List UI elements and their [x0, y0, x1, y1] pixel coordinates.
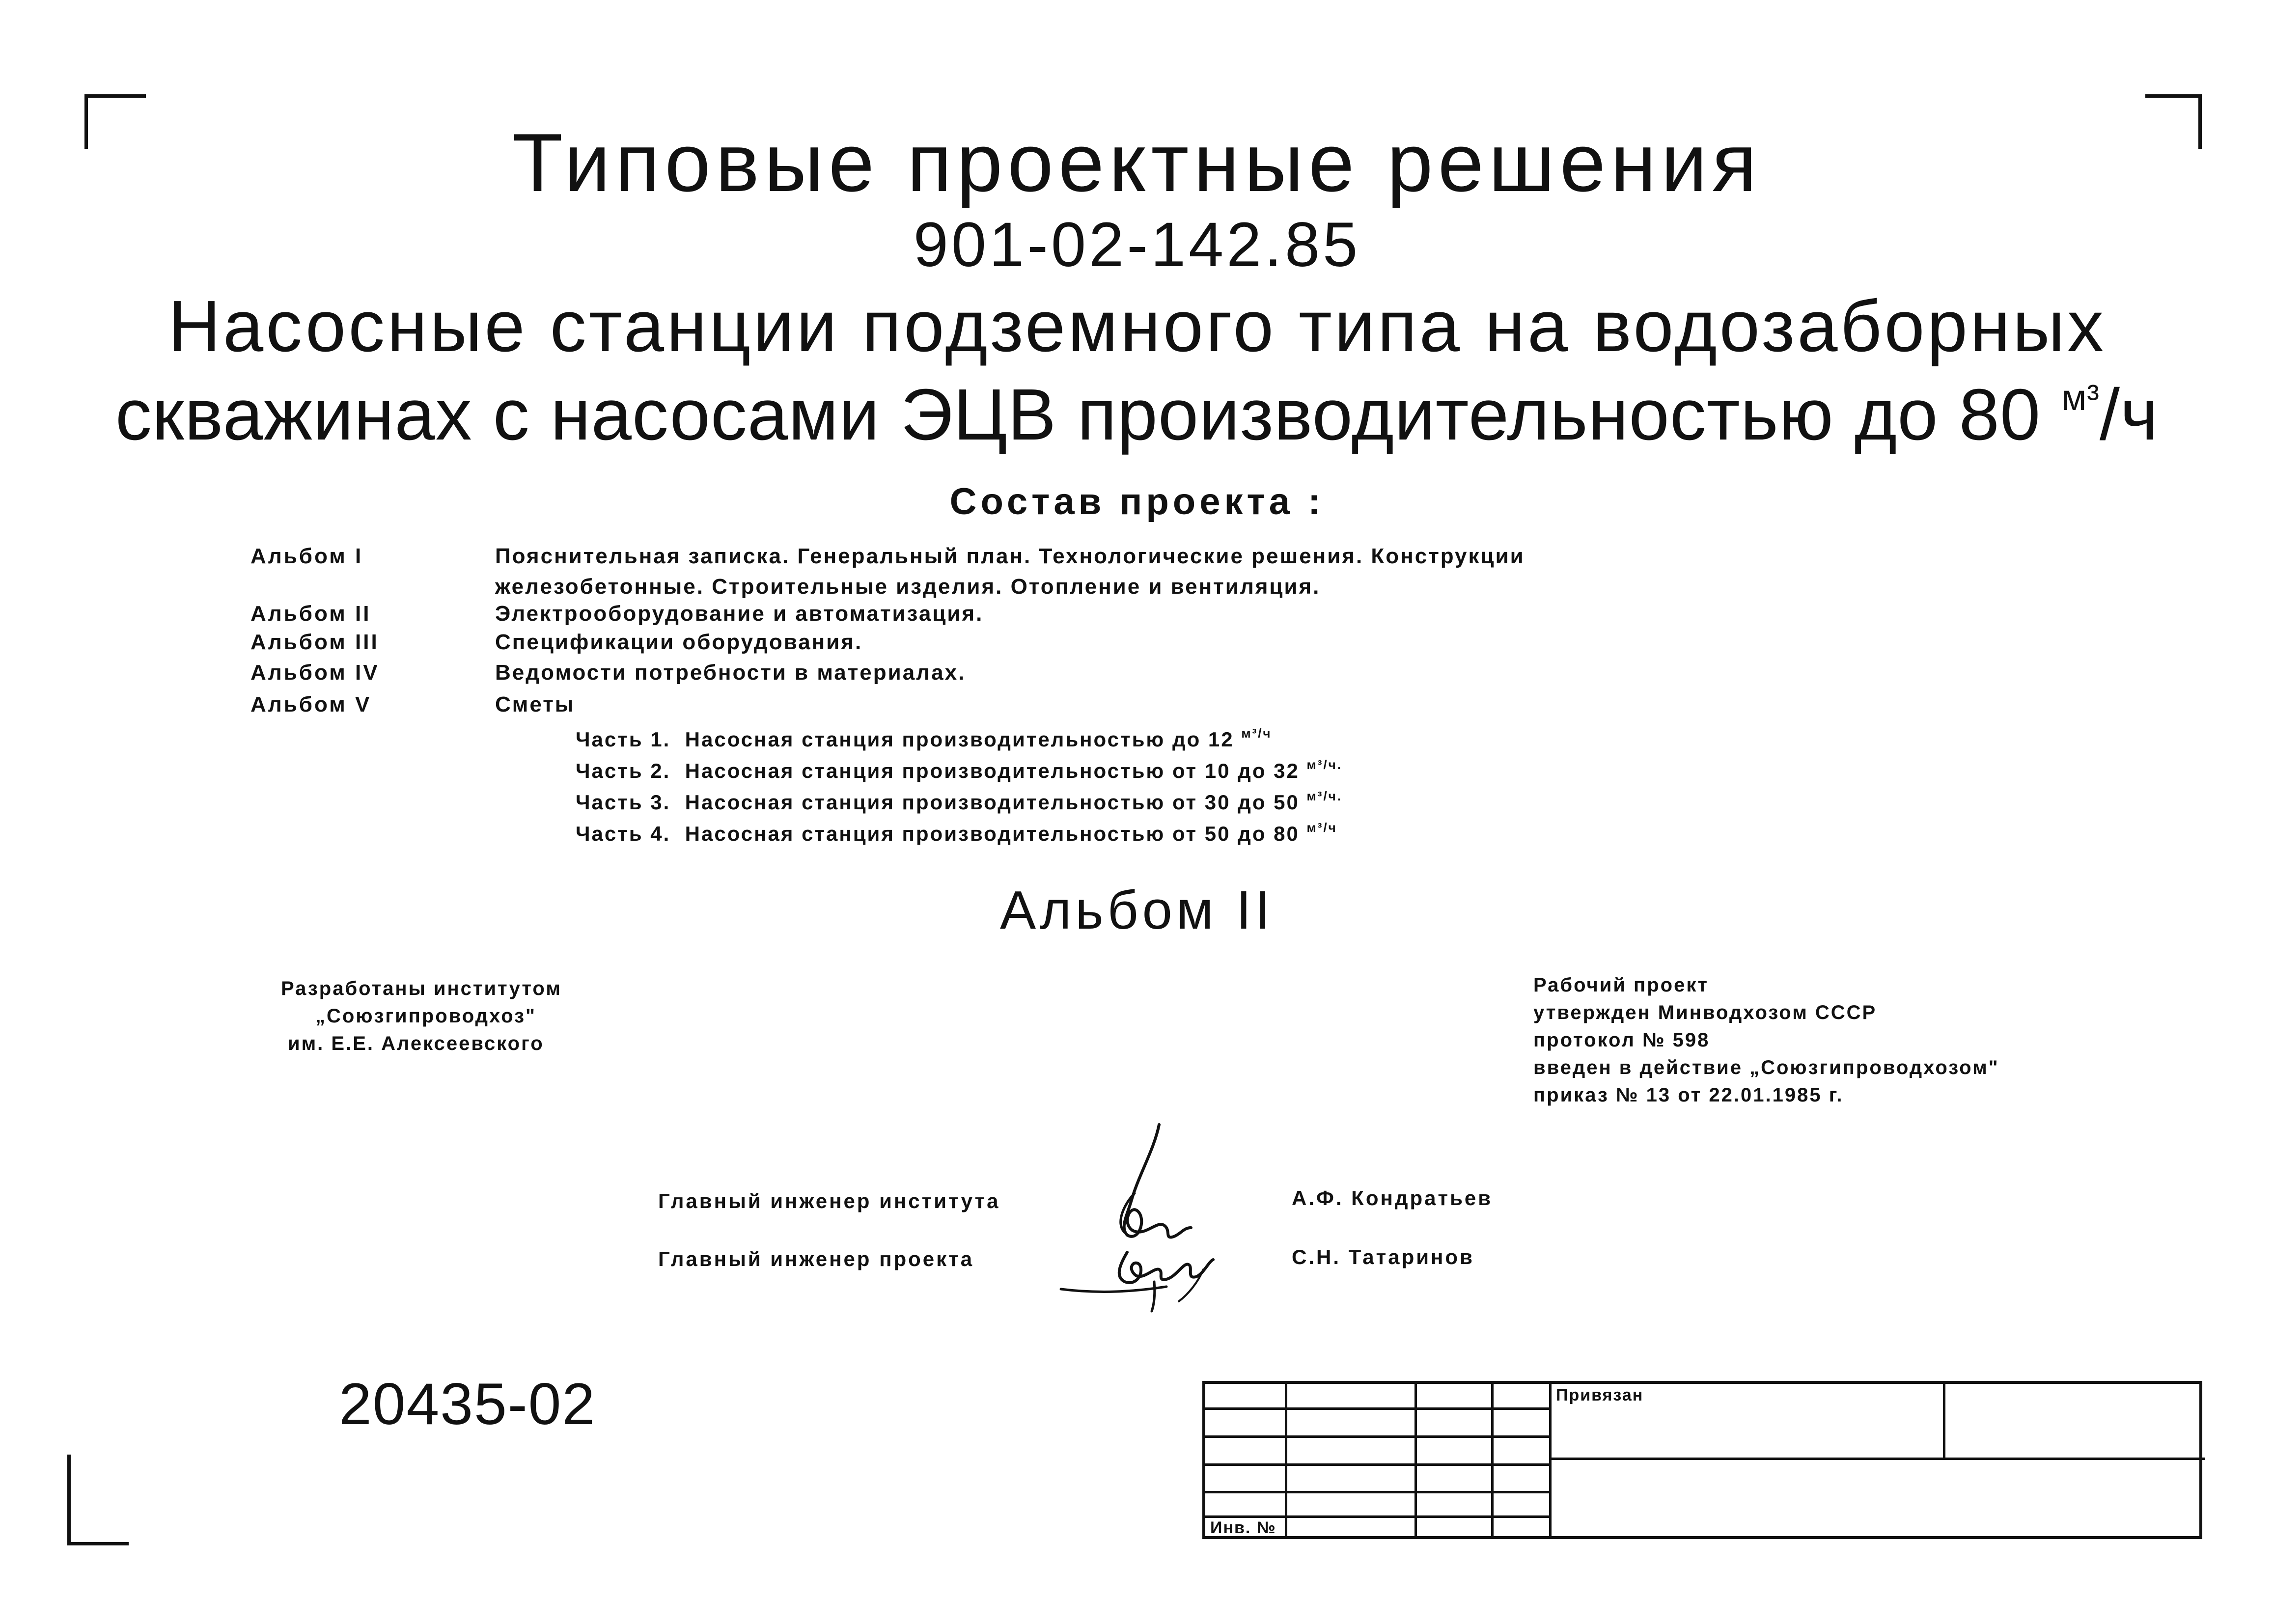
- part-1-name: Часть 1.: [576, 728, 671, 751]
- part-2-name: Часть 2.: [576, 759, 671, 782]
- signature-role-2: Главный инженер проекта: [658, 1247, 974, 1270]
- approval-line-5: приказ № 13 от 22.01.1985 г.: [1533, 1084, 1844, 1106]
- stamp-grid-line: [1414, 1384, 1417, 1536]
- album-1-label: Альбом I: [250, 544, 363, 568]
- developer-line-1: Разработаны институтом: [281, 978, 562, 999]
- album-1-text: Пояснительная записка. Генеральный план. Технологические решения. Конструкции: [495, 544, 1525, 568]
- stamp-grid-line: [1285, 1384, 1287, 1536]
- project-title-line-2-text: скважинах с насосами ЭЦВ производительностью до 80: [115, 374, 2041, 455]
- corner-mark-bottom-left: [67, 1455, 129, 1545]
- approval-line-1: Рабочий проект: [1533, 974, 1709, 996]
- album-4-label: Альбом IV: [250, 661, 380, 685]
- part-2-text: Насосная станция производительностью от 10 до 32: [685, 759, 1300, 782]
- stamp-grid-line: [1205, 1407, 1549, 1410]
- stamp-grid-line: [1943, 1384, 1945, 1459]
- stamp-bound-label: Привязан: [1556, 1386, 1644, 1404]
- developer-block: [281, 975, 562, 1057]
- part-4: [576, 820, 1337, 846]
- unit-numerator: м³: [2061, 377, 2100, 418]
- document-number: 20435-02: [339, 1371, 596, 1437]
- album-5-text: Сметы: [495, 692, 575, 716]
- album-2-label: Альбом II: [250, 602, 371, 626]
- approval-block: [1533, 971, 1999, 1109]
- approval-line-3: протокол № 598: [1533, 1029, 1710, 1051]
- unit-denominator: /ч: [2099, 374, 2159, 455]
- album-title: Альбом II: [999, 880, 1275, 940]
- album-3-text: Спецификации оборудования.: [495, 630, 863, 654]
- part-3-name: Часть 3.: [576, 791, 671, 814]
- handwritten-signatures: [1041, 1105, 1277, 1316]
- approval-line-4: введен в действие „Союзгипроводхозом": [1533, 1057, 1999, 1078]
- part-1-text: Насосная станция производительностью до 12: [685, 728, 1234, 751]
- part-4-text: Насосная станция производительностью от 50 до 80: [685, 822, 1300, 845]
- project-title-line-2: [0, 373, 2274, 457]
- project-title-line-1: Насосные станции подземного типа на водозаборных: [168, 286, 2106, 367]
- stamp-grid-line: [1205, 1435, 1549, 1438]
- signature-role-1: Главный инженер института: [658, 1189, 1000, 1212]
- part-2: [576, 757, 1342, 783]
- signature-name-2: С.Н. Татаринов: [1292, 1245, 1474, 1268]
- developer-line-2: „Союзгипроводхоз": [315, 1005, 537, 1027]
- developer-line-3: им. Е.Е. Алексеевского: [288, 1033, 544, 1054]
- stamp-grid-line: [1549, 1384, 1552, 1536]
- stamp-grid-line: [1205, 1491, 1549, 1493]
- signature-name-1: А.Ф. Кондратьев: [1292, 1186, 1493, 1210]
- stamp-grid-line: [1205, 1515, 1549, 1518]
- document-title: Типовые проектные решения: [512, 116, 1762, 209]
- stamp-grid-line: [1549, 1458, 2205, 1460]
- album-4-text: Ведомости потребности в материалах.: [495, 661, 966, 685]
- part-3-unit: м³/ч.: [1306, 789, 1342, 803]
- part-4-name: Часть 4.: [576, 822, 671, 845]
- part-4-unit: м³/ч: [1306, 820, 1337, 835]
- approval-line-2: утвержден Минводхозом СССР: [1533, 1002, 1877, 1023]
- part-3: [576, 789, 1342, 814]
- title-block-stamp: [1202, 1381, 2202, 1539]
- project-code: 901-02-142.85: [913, 210, 1361, 280]
- stamp-inventory-label: Инв. №: [1210, 1518, 1276, 1537]
- album-3-label: Альбом III: [250, 630, 379, 654]
- stamp-grid-line: [1491, 1384, 1494, 1536]
- part-1-unit: м³/ч: [1241, 726, 1272, 741]
- stamp-grid-line: [1205, 1463, 1549, 1466]
- album-5-label: Альбом V: [250, 692, 372, 716]
- album-1-text-cont: железобетонные. Строительные изделия. Отопление и вентиляция.: [495, 575, 1321, 599]
- composition-heading: Состав проекта :: [949, 481, 1325, 523]
- part-2-unit: м³/ч.: [1306, 757, 1342, 772]
- part-3-text: Насосная станция производительностью от 30 до 50: [685, 791, 1300, 814]
- album-2-text: Электрооборудование и автоматизация.: [495, 602, 984, 626]
- part-1: [576, 726, 1272, 751]
